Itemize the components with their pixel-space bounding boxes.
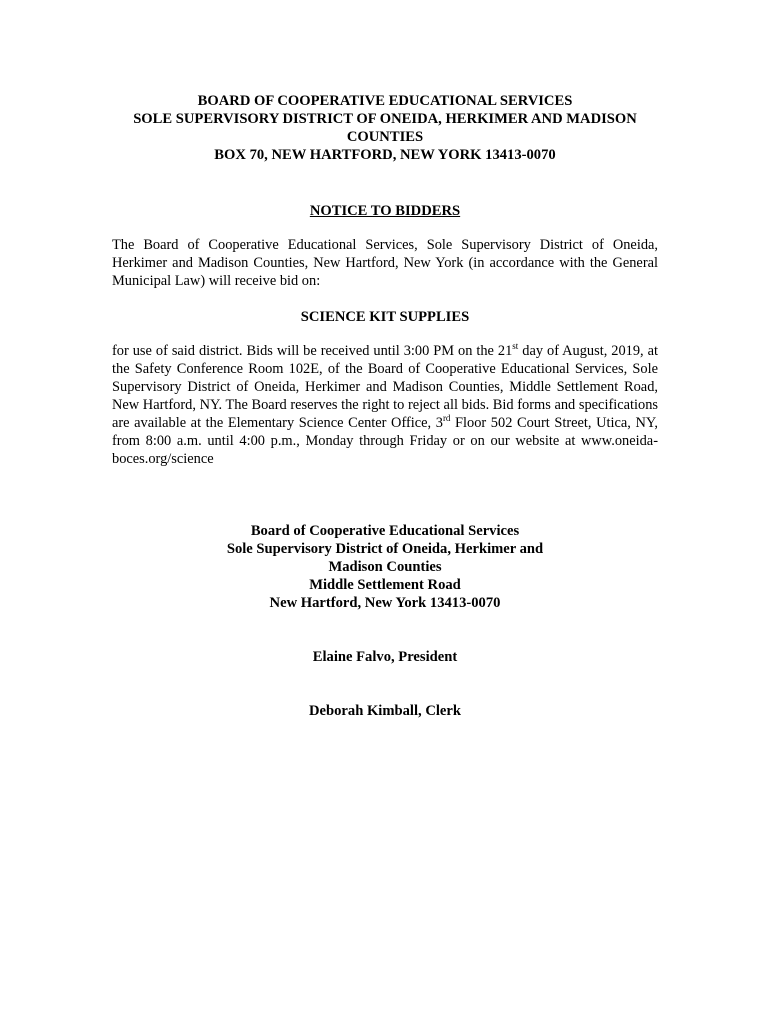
letterhead bbox=[112, 92, 658, 164]
footer-line-5: New Hartford, New York 13413-0070 bbox=[269, 595, 501, 611]
footer-line-2: Sole Supervisory District of Oneida, Herkimer and bbox=[226, 541, 544, 557]
details-text-1: for use of said district. Bids will be received until 3:00 PM on the 21 bbox=[112, 343, 513, 359]
details-text-2: day of August, 2019, at the Safety Conference Room 102E, of the Board of Cooperative Educational Services, Sole Supervisory District of Oneida, Herkimer and Madison Counties, Middle Settlement Road, New Hartford, NY. The Board reserves the right to reject all bids. Bid forms and specifications are available at the Elementary Science Center Office, 3 bbox=[112, 343, 658, 431]
letterhead-line-3: COUNTIES bbox=[346, 129, 424, 145]
notice-title: NOTICE TO BIDDERS bbox=[309, 203, 461, 219]
signature-block-address bbox=[112, 522, 658, 612]
letterhead-address: BOX 70, NEW HARTFORD, NEW YORK 13413-0070 bbox=[214, 147, 556, 163]
ordinal-suffix-1: st bbox=[512, 341, 519, 352]
president-signature: Elaine Falvo, President bbox=[312, 649, 458, 665]
details-text-3: Floor 502 Court Street, Utica, NY, from 8:00 a.m. until 4:00 p.m., Monday through Friday or on our website at www.oneida-boces.org/science bbox=[112, 415, 658, 467]
clerk-signature: Deborah Kimball, Clerk bbox=[308, 703, 462, 719]
ordinal-suffix-2: rd bbox=[442, 413, 451, 424]
bid-item-title: SCIENCE KIT SUPPLIES bbox=[300, 309, 470, 325]
footer-line-1: Board of Cooperative Educational Services bbox=[250, 523, 520, 539]
details-paragraph bbox=[112, 342, 658, 468]
intro-paragraph: The Board of Cooperative Educational Services, Sole Supervisory District of Oneida, Herkimer and Madison Counties, New Hartford, New York (in accordance with the General Municipal Law) will receive bid on: bbox=[112, 237, 658, 289]
letterhead-line-2: SOLE SUPERVISORY DISTRICT OF ONEIDA, HERKIMER AND MADISON bbox=[133, 111, 637, 127]
letterhead-line-1: BOARD OF COOPERATIVE EDUCATIONAL SERVICES bbox=[197, 93, 573, 109]
footer-line-3: Madison Counties bbox=[328, 559, 442, 575]
footer-line-4: Middle Settlement Road bbox=[309, 577, 461, 593]
